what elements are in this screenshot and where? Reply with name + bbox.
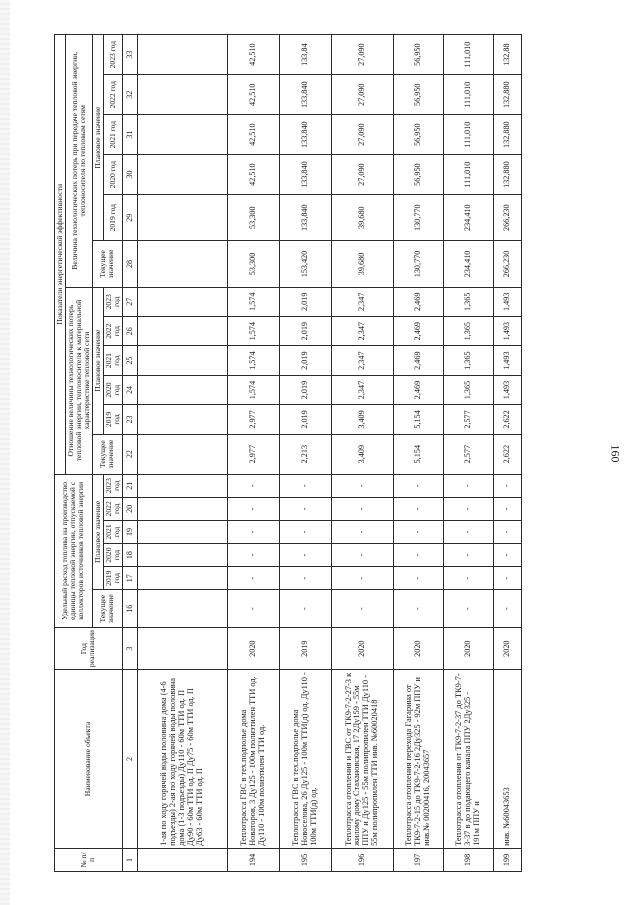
- efficiency-value-cell: 2,019: [279, 316, 331, 345]
- fuel-value-cell: -: [227, 567, 279, 590]
- fuel-value-cell: -: [331, 590, 393, 628]
- column-number-row: [122, 35, 137, 872]
- row-number-cell: 197: [393, 848, 443, 871]
- table-row: [227, 35, 279, 872]
- colnum-cell: 23: [122, 405, 137, 434]
- colnum-cell: 24: [122, 375, 137, 404]
- header-year-cell: 2020 год: [103, 155, 122, 195]
- efficiency-value-cell: 1,365: [443, 316, 493, 345]
- fuel-value-cell: -: [279, 544, 331, 567]
- fuel-value-cell: [137, 520, 227, 543]
- colnum-cell: 31: [122, 115, 137, 155]
- year-cell: 2019: [279, 628, 331, 670]
- fuel-value-cell: -: [493, 474, 521, 497]
- efficiency-value-cell: [137, 375, 227, 404]
- header-plan: Плановое значение: [92, 287, 103, 434]
- header-current: Текущее значение: [92, 434, 122, 474]
- row-number-cell: 194: [227, 848, 279, 871]
- fuel-value-cell: -: [443, 567, 493, 590]
- object-name-cell: Теплотрасса отопления перехода Гагарина от ТК9-7-2-15 до ТК9-7-2-16 2Ду325 - 92м ППУ и инв.№ 00200416, 20043657: [393, 670, 443, 849]
- colnum-cell: 2: [122, 670, 137, 849]
- page-number: 160: [608, 444, 623, 463]
- loss-value-cell: 111,010: [443, 155, 493, 195]
- loss-value-cell: [137, 241, 227, 287]
- header-year-cell: 2023 год: [103, 287, 122, 316]
- header-year-cell: 2019 год: [103, 405, 122, 434]
- fuel-value-cell: -: [331, 474, 393, 497]
- loss-value-cell: 234,410: [443, 195, 493, 241]
- efficiency-value-cell: 2,622: [493, 434, 521, 474]
- fuel-value-cell: -: [227, 474, 279, 497]
- colnum-cell: 29: [122, 195, 137, 241]
- header-year-cell: 2020 год: [103, 544, 122, 567]
- efficiency-value-cell: 1,365: [443, 287, 493, 316]
- efficiency-value-cell: 2,347: [331, 375, 393, 404]
- fuel-value-cell: -: [443, 590, 493, 628]
- table-row: [279, 35, 331, 872]
- fuel-value-cell: [137, 590, 227, 628]
- efficiency-value-cell: 5,154: [393, 434, 443, 474]
- loss-value-cell: 133,840: [279, 195, 331, 241]
- fuel-value-cell: -: [493, 567, 521, 590]
- row-number-cell: [137, 848, 227, 871]
- table-row: [137, 35, 227, 872]
- fuel-value-cell: -: [227, 544, 279, 567]
- loss-value-cell: [137, 35, 227, 75]
- efficiency-value-cell: 2,019: [279, 405, 331, 434]
- loss-value-cell: 56,950: [393, 115, 443, 155]
- year-cell: [137, 628, 227, 670]
- header-year-cell: 2020 год: [103, 375, 122, 404]
- object-name-cell: инв. №60043653: [493, 670, 521, 849]
- header-fuel-group: Удельный расход топлива на производство единицы тепловой энергии, отпускаемой с коллекторов источников тепловой энергии: [55, 474, 93, 628]
- colnum-cell: 27: [122, 287, 137, 316]
- header-year-cell: 2023 год: [103, 35, 122, 75]
- efficiency-value-cell: 1,365: [443, 375, 493, 404]
- loss-value-cell: 111,010: [443, 115, 493, 155]
- loss-value-cell: 56,950: [393, 35, 443, 75]
- energy-efficiency-table: [54, 34, 522, 872]
- efficiency-value-cell: 2,977: [227, 434, 279, 474]
- fuel-value-cell: -: [331, 544, 393, 567]
- header-year-cell: 2023 год: [103, 474, 122, 497]
- efficiency-value-cell: 2,469: [393, 287, 443, 316]
- fuel-value-cell: -: [393, 544, 443, 567]
- loss-value-cell: 133,840: [279, 155, 331, 195]
- efficiency-value-cell: 1,493: [493, 346, 521, 375]
- fuel-value-cell: -: [279, 497, 331, 520]
- table-row: [331, 35, 393, 872]
- fuel-value-cell: -: [227, 520, 279, 543]
- loss-value-cell: 111,010: [443, 75, 493, 115]
- efficiency-value-cell: 2,622: [493, 405, 521, 434]
- fuel-value-cell: -: [443, 474, 493, 497]
- efficiency-value-cell: 2,469: [393, 375, 443, 404]
- loss-value-cell: 27,090: [331, 75, 393, 115]
- fuel-value-cell: -: [493, 590, 521, 628]
- loss-value-cell: 27,090: [331, 35, 393, 75]
- colnum-cell: 1: [122, 848, 137, 871]
- efficiency-value-cell: 2,577: [443, 434, 493, 474]
- loss-value-cell: 56,950: [393, 155, 443, 195]
- fuel-value-cell: -: [331, 497, 393, 520]
- table-row: [493, 35, 521, 872]
- efficiency-value-cell: [137, 316, 227, 345]
- efficiency-value-cell: [137, 287, 227, 316]
- table-row: [443, 35, 493, 872]
- efficiency-value-cell: [137, 346, 227, 375]
- loss-value-cell: [137, 115, 227, 155]
- colnum-cell: 28: [122, 241, 137, 287]
- fuel-value-cell: -: [279, 567, 331, 590]
- header-year-cell: 2019 год: [103, 567, 122, 590]
- loss-value-cell: 133,840: [279, 75, 331, 115]
- fuel-value-cell: -: [493, 520, 521, 543]
- fuel-value-cell: -: [279, 590, 331, 628]
- efficiency-value-cell: 3,409: [331, 405, 393, 434]
- loss-value-cell: 266,230: [493, 195, 521, 241]
- year-cell: 2020: [331, 628, 393, 670]
- colnum-cell: 22: [122, 434, 137, 474]
- header-current: Текущее значение: [92, 241, 122, 287]
- efficiency-value-cell: 2,019: [279, 375, 331, 404]
- colnum-cell: 26: [122, 316, 137, 345]
- object-name-cell: Теплотрасса отопления и ГВС от ТК9-7-2-27-3 к жилому дому Стахановская, 17 2Ду159 - 55м ППУ и Ду125 - 55м полипропилен ТТИ Ду110 - 55м полипропилен ТТИ инв. №60020418: [331, 670, 393, 849]
- efficiency-value-cell: 1,574: [227, 287, 279, 316]
- colnum-cell: 30: [122, 155, 137, 195]
- header-year: Год реализации: [55, 628, 123, 670]
- efficiency-value-cell: 1,574: [227, 346, 279, 375]
- header-efficiency-group: Показатели энергетической эффективности: [55, 35, 66, 475]
- object-name-cell: Теплотрасса отопления от ТК9-7-2-37 до ТК9-7-3-37 в до подающего канала ППУ 2Ду325 - 191м ППУ и: [443, 670, 493, 849]
- table-body: [137, 35, 521, 872]
- year-cell: 2020: [227, 628, 279, 670]
- header-year-cell: 2022 год: [103, 75, 122, 115]
- header-year-cell: 2021 год: [103, 346, 122, 375]
- row-number-cell: 198: [443, 848, 493, 871]
- loss-value-cell: 56,950: [393, 75, 443, 115]
- fuel-value-cell: [137, 474, 227, 497]
- object-name-cell: Теплотрасса ГВС в тех.подполье дома Новоселова, 26 Ду125 - 100м ТТИ(д) од. Ду110 - 100м ТТИ(д) од.: [279, 670, 331, 849]
- scan-edge: [0, 0, 10, 905]
- loss-value-cell: 53,300: [227, 241, 279, 287]
- loss-value-cell: [137, 195, 227, 241]
- loss-value-cell: 132,880: [493, 115, 521, 155]
- row-number-cell: 199: [493, 848, 521, 871]
- loss-value-cell: 39,680: [331, 195, 393, 241]
- efficiency-value-cell: 2,977: [227, 405, 279, 434]
- year-cell: 2020: [443, 628, 493, 670]
- fuel-value-cell: -: [443, 520, 493, 543]
- fuel-value-cell: -: [393, 474, 443, 497]
- table-row: [393, 35, 443, 872]
- loss-value-cell: 42,510: [227, 115, 279, 155]
- efficiency-value-cell: 2,019: [279, 346, 331, 375]
- efficiency-value-cell: 1,574: [227, 316, 279, 345]
- header-loss-group: Величина технологических потерь при передаче тепловой энергии, теплоносителя по тепловым сетям: [65, 35, 92, 288]
- efficiency-value-cell: 5,154: [393, 405, 443, 434]
- fuel-value-cell: -: [331, 520, 393, 543]
- fuel-value-cell: -: [331, 567, 393, 590]
- fuel-value-cell: -: [443, 544, 493, 567]
- fuel-value-cell: [137, 497, 227, 520]
- colnum-cell: 19: [122, 520, 137, 543]
- loss-value-cell: 130,770: [393, 195, 443, 241]
- object-name-cell: Теплотрасса ГВС в тех.подполье дома Новаторов, 3 Ду125 - 100м полиэтилен ТТИ од. Ду110 - 100м полиэтилен ТТИ од.: [227, 670, 279, 849]
- fuel-value-cell: -: [493, 497, 521, 520]
- rotated-table-frame: [54, 34, 594, 872]
- header-name: Наименование объекта: [55, 670, 123, 849]
- header-current: Текущее значение: [92, 590, 122, 628]
- colnum-cell: 18: [122, 544, 137, 567]
- row-number-cell: 195: [279, 848, 331, 871]
- loss-value-cell: 130,770: [393, 241, 443, 287]
- colnum-cell: 32: [122, 75, 137, 115]
- loss-value-cell: 266,230: [493, 241, 521, 287]
- efficiency-value-cell: 2,213: [279, 434, 331, 474]
- loss-value-cell: 39,680: [331, 241, 393, 287]
- efficiency-value-cell: [137, 434, 227, 474]
- loss-value-cell: [137, 75, 227, 115]
- header-plan: Плановое значение: [92, 35, 103, 241]
- fuel-value-cell: -: [279, 520, 331, 543]
- loss-value-cell: 53,300: [227, 195, 279, 241]
- loss-value-cell: 133,84: [279, 35, 331, 75]
- efficiency-value-cell: [137, 405, 227, 434]
- efficiency-value-cell: 1,493: [493, 375, 521, 404]
- fuel-value-cell: -: [443, 497, 493, 520]
- fuel-value-cell: -: [393, 567, 443, 590]
- efficiency-value-cell: 2,347: [331, 287, 393, 316]
- header-year-cell: 2022 год: [103, 497, 122, 520]
- loss-value-cell: 27,090: [331, 155, 393, 195]
- efficiency-value-cell: 1,493: [493, 316, 521, 345]
- efficiency-value-cell: 2,577: [443, 405, 493, 434]
- header-year-cell: 2021 год: [103, 115, 122, 155]
- colnum-cell: 21: [122, 474, 137, 497]
- header-year-cell: 2022 год: [103, 316, 122, 345]
- fuel-value-cell: -: [227, 590, 279, 628]
- loss-value-cell: 42,510: [227, 75, 279, 115]
- header-efficiency-sub: Отношение величины технологических потерь тепловой энергии, теплоносителя к материальной характеристике тепловой сети: [65, 287, 92, 474]
- efficiency-value-cell: 3,409: [331, 434, 393, 474]
- efficiency-value-cell: 2,019: [279, 287, 331, 316]
- object-name-cell: 1-ая по ходу горячей воды половина дома (4-6 подъезды) 2-ая по ходу горячей воды половина дома (1-3 подъезды) Ду110 - 60м ТТИ од. П Ду90 - 60м ТТИ од. П Ду75 - 60м ТТИ од. П Ду63 - 60м ТТИ од. П: [137, 670, 227, 849]
- efficiency-value-cell: 2,469: [393, 316, 443, 345]
- loss-value-cell: 132,880: [493, 75, 521, 115]
- fuel-value-cell: -: [279, 474, 331, 497]
- colnum-cell: 3: [122, 628, 137, 670]
- efficiency-value-cell: 1,493: [493, 287, 521, 316]
- loss-value-cell: 42,510: [227, 155, 279, 195]
- fuel-value-cell: -: [393, 590, 443, 628]
- colnum-cell: 33: [122, 35, 137, 75]
- fuel-value-cell: -: [393, 520, 443, 543]
- row-number-cell: 196: [331, 848, 393, 871]
- year-cell: 2020: [493, 628, 521, 670]
- loss-value-cell: [137, 155, 227, 195]
- header-plan: Плановое значение: [92, 474, 103, 590]
- loss-value-cell: 133,840: [279, 115, 331, 155]
- header-year-cell: 2021 год: [103, 520, 122, 543]
- efficiency-value-cell: 1,365: [443, 346, 493, 375]
- fuel-value-cell: -: [493, 544, 521, 567]
- loss-value-cell: 42,510: [227, 35, 279, 75]
- loss-value-cell: 153,420: [279, 241, 331, 287]
- loss-value-cell: 111,010: [443, 35, 493, 75]
- loss-value-cell: 27,090: [331, 115, 393, 155]
- header-num: № п/п: [55, 848, 123, 871]
- colnum-cell: 20: [122, 497, 137, 520]
- efficiency-value-cell: 2,347: [331, 316, 393, 345]
- colnum-cell: 17: [122, 567, 137, 590]
- efficiency-value-cell: 2,347: [331, 346, 393, 375]
- fuel-value-cell: -: [227, 497, 279, 520]
- efficiency-value-cell: 2,469: [393, 346, 443, 375]
- table-container: [54, 34, 594, 872]
- fuel-value-cell: -: [393, 497, 443, 520]
- loss-value-cell: 132,88: [493, 35, 521, 75]
- header-year-cell: 2019 год: [103, 195, 122, 241]
- fuel-value-cell: [137, 567, 227, 590]
- fuel-value-cell: [137, 544, 227, 567]
- efficiency-value-cell: 1,574: [227, 375, 279, 404]
- loss-value-cell: 234,410: [443, 241, 493, 287]
- colnum-cell: 16: [122, 590, 137, 628]
- colnum-cell: 25: [122, 346, 137, 375]
- year-cell: 2020: [393, 628, 443, 670]
- loss-value-cell: 132,880: [493, 155, 521, 195]
